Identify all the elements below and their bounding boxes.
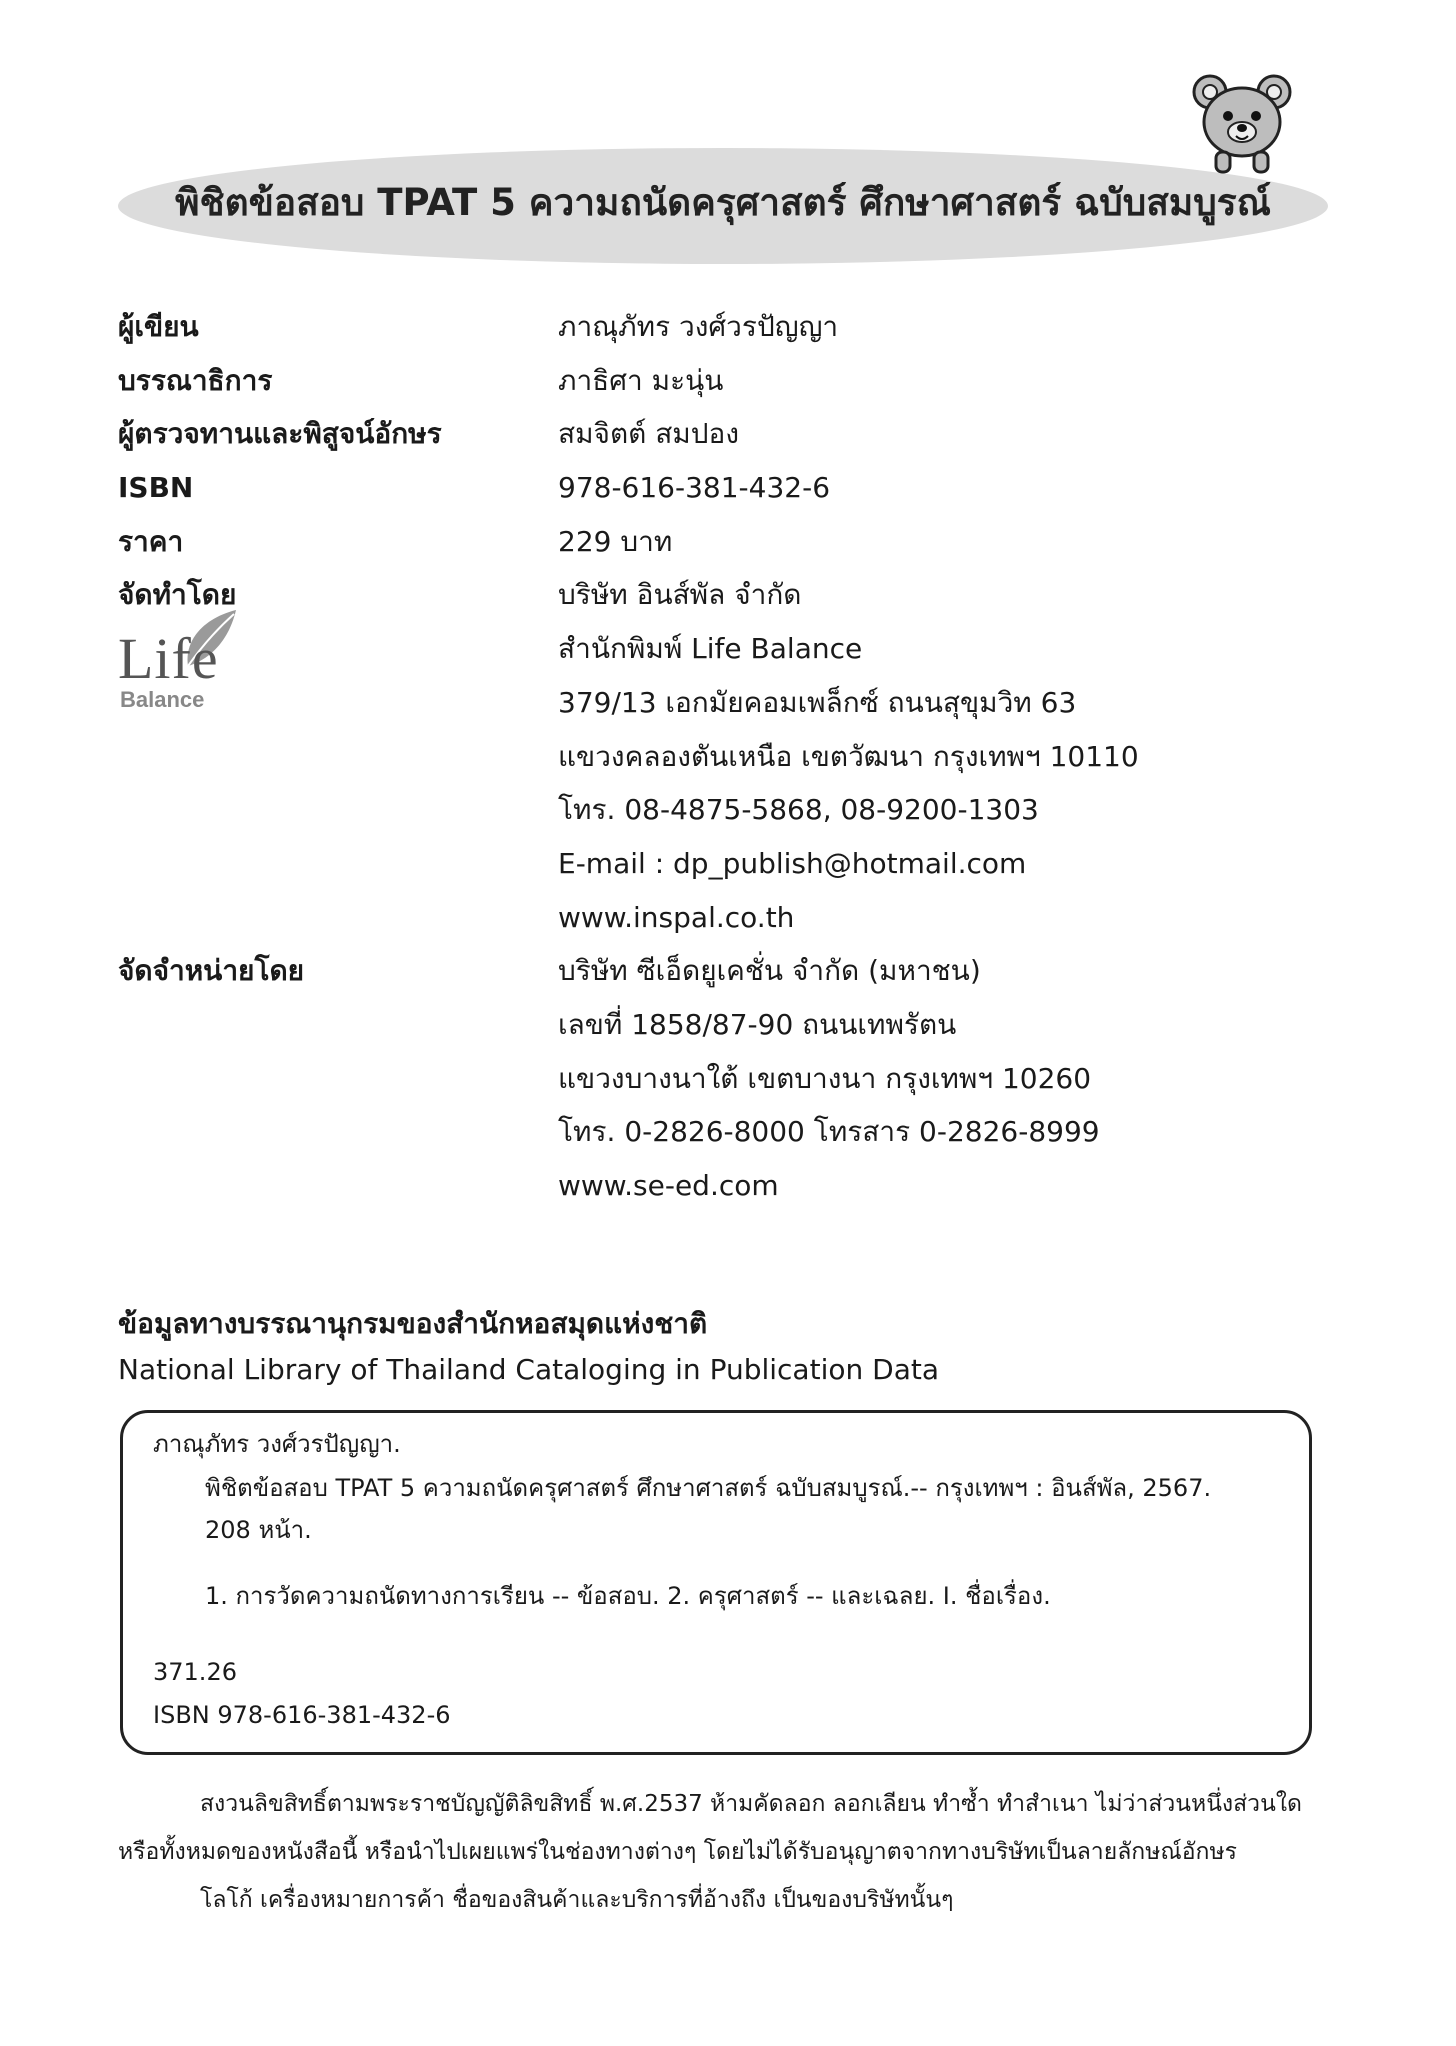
info-label: จัดทำโดย (118, 578, 237, 612)
info-value: www.se-ed.com (558, 1169, 779, 1202)
info-label: บรรณาธิการ (118, 363, 273, 397)
catalog-author: ภาณุภัทร วงศ์วรปัญญา. (153, 1430, 401, 1458)
catalog-pages: 208 หน้า. (205, 1516, 312, 1544)
info-row (118, 1052, 1218, 1106)
info-row (118, 891, 1218, 945)
info-value: แขวงบางนาใต้ เขตบางนา กรุงเทพฯ 10260 (558, 1061, 1092, 1095)
info-label: ผู้ตรวจทานและพิสูจน์อักษร (118, 417, 442, 451)
logo-subword: Balance (120, 687, 205, 712)
info-value: โทร. 0-2826-8000 โทรสาร 0-2826-8999 (558, 1115, 1100, 1149)
catalog-heading: ข้อมูลทางบรรณานุกรมของสำนักหอสมุดแห่งชาติ (118, 1307, 708, 1340)
info-value: บริษัท ซีเอ็ดยูเคชั่น จำกัด (มหาชน) (558, 954, 981, 988)
info-value: บริษัท อินส์พัล จำกัด (558, 578, 802, 612)
info-value: 978-616-381-432-6 (558, 471, 831, 505)
catalog-subheading: National Library of Thailand Cataloging in Publication Data (118, 1353, 939, 1386)
info-value: แขวงคลองตันเหนือ เขตวัฒนา กรุงเทพฯ 10110 (558, 739, 1139, 773)
info-row (118, 783, 1218, 837)
info-label: ISBN (118, 471, 194, 505)
info-value: ภาณุภัทร วงศ์วรปัญญา (558, 310, 839, 343)
catalog-isbn: ISBN 978-616-381-432-6 (153, 1701, 451, 1729)
catalog-title: พิชิตข้อสอบ TPAT 5 ความถนัดครุศาสตร์ ศึกษาศาสตร์ ฉบับสมบูรณ์.-- กรุงเทพฯ : อินส์พัล, 2567. (205, 1474, 1212, 1502)
copyright-line: สงวนลิขสิทธิ์ตามพระราชบัญญัติลิขสิทธิ์ พ.ศ.2537 ห้ามคัดลอก ลอกเลียน ทำซ้ำ ทำสำเนา ไม่ว่าส่วนหนึ่งส่วนใด (200, 1791, 1302, 1817)
catalog-card (120, 1410, 1312, 1755)
info-row (118, 354, 1218, 408)
info-value: โทร. 08-4875-5868, 08-9200-1303 (558, 793, 1039, 827)
info-row (118, 515, 1218, 569)
info-row (118, 837, 1218, 891)
info-row (118, 407, 1218, 461)
info-value: www.inspal.co.th (558, 900, 795, 934)
info-value: เลขที่ 1858/87-90 ถนนเทพรัตน (558, 1007, 957, 1041)
copyright-line: โลโก้ เครื่องหมายการค้า ชื่อของสินค้าและบริการที่อ้างถึง เป็นของบริษัทนั้นๆ (200, 1887, 954, 1913)
teddy-bear-icon (1190, 70, 1294, 176)
copyright-line: หรือทั้งหมดของหนังสือนี้ หรือนำไปเผยแพร่ในช่องทางต่างๆ โดยไม่ได้รับอนุญาตจากทางบริษัทเป็นลายลักษณ์อักษร (118, 1839, 1237, 1865)
info-value: 229 บาท (558, 524, 673, 558)
life-balance-logo (118, 606, 248, 716)
info-value: สำนักพิมพ์ Life Balance (558, 632, 863, 666)
book-title: พิชิตข้อสอบ TPAT 5 ความถนัดครุศาสตร์ ศึกษาศาสตร์ ฉบับสมบูรณ์ (175, 181, 1271, 224)
info-row (118, 1159, 1218, 1213)
info-value: สมจิตต์ สมปอง (558, 417, 740, 451)
catalog-subjects: 1. การวัดความถนัดทางการเรียน -- ข้อสอบ. 2. ครุศาสตร์ -- และเฉลย. I. ชื่อเรื่อง. (205, 1582, 1051, 1610)
info-row (118, 300, 1218, 354)
info-value: E-mail : dp_publish@hotmail.com (558, 846, 1027, 880)
info-row (118, 568, 1218, 622)
catalog-class-number: 371.26 (153, 1658, 237, 1686)
info-row (118, 461, 1218, 515)
logo-word: Life (118, 626, 219, 691)
info-value: ภาธิศา มะนุ่น (558, 363, 724, 397)
info-label: ผู้เขียน (118, 310, 199, 343)
info-value: 379/13 เอกมัยคอมเพล็กซ์ ถนนสุขุมวิท 63 (558, 685, 1077, 719)
info-row (118, 1105, 1218, 1159)
info-label: จัดจำหน่ายโดย (118, 954, 305, 988)
info-row (118, 622, 1218, 676)
info-row (118, 944, 1218, 998)
info-row (118, 730, 1218, 784)
info-row (118, 676, 1218, 730)
publication-info (118, 300, 1218, 1213)
info-row (118, 998, 1218, 1052)
info-label: ราคา (118, 524, 184, 558)
